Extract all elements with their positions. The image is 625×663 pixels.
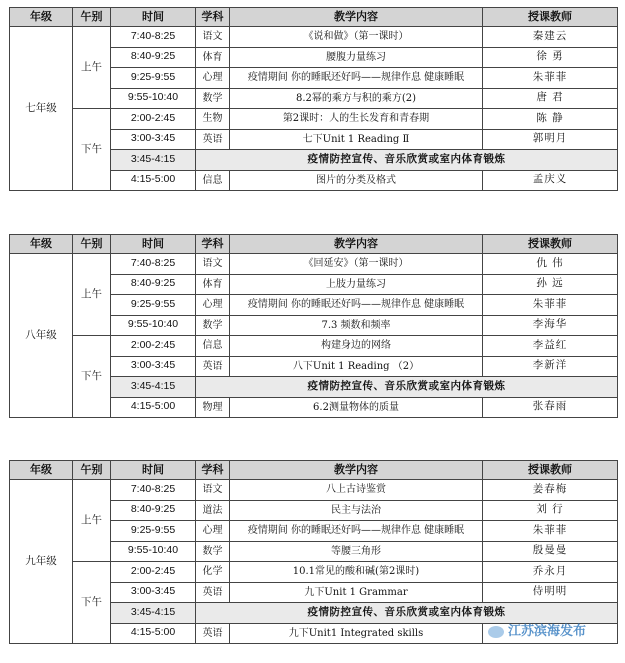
time-header: 时间 [111, 461, 196, 480]
content-header: 教学内容 [230, 235, 483, 254]
time-cell: 9:25-9:55 [111, 68, 196, 89]
content-header: 教学内容 [230, 461, 483, 480]
teacher-cell: 侍明明 [483, 582, 618, 603]
time-cell: 7:40-8:25 [111, 480, 196, 501]
subject-cell: 语文 [196, 480, 230, 501]
content-cell: 民主与法治 [230, 500, 483, 521]
grade-header: 年级 [10, 235, 73, 254]
watermark [488, 620, 586, 639]
time-header: 时间 [111, 235, 196, 254]
header-row [10, 235, 618, 254]
subject-cell: 心理 [196, 521, 230, 542]
table-row [10, 109, 618, 130]
time-cell: 7:40-8:25 [111, 27, 196, 48]
subject-cell: 英语 [196, 356, 230, 377]
table-row [10, 562, 618, 583]
time-cell: 2:00-2:45 [111, 109, 196, 130]
special-activity-cell: 疫情防控宣传、音乐欣赏或室内体育锻炼 [196, 150, 618, 171]
time-cell: 9:55-10:40 [111, 315, 196, 336]
teacher-cell: 李海华 [483, 315, 618, 336]
subject-cell: 化学 [196, 562, 230, 583]
teacher-cell: 朱菲菲 [483, 68, 618, 89]
grade-header: 年级 [10, 8, 73, 27]
content-cell: 疫情期间 你的睡眠还好吗——规律作息 健康睡眠 [230, 295, 483, 316]
subject-cell: 体育 [196, 274, 230, 295]
time-cell: 3:00-3:45 [111, 582, 196, 603]
grade-header: 年级 [10, 461, 73, 480]
content-cell: 八下Unit 1 Reading （2） [230, 356, 483, 377]
watermark-text: 江苏滨海发布 [508, 624, 587, 639]
subject-cell: 心理 [196, 68, 230, 89]
subject-header: 学科 [196, 235, 230, 254]
teacher-cell: 殷曼曼 [483, 541, 618, 562]
special-activity-cell: 疫情防控宣传、音乐欣赏或室内体育锻炼 [196, 377, 618, 398]
special-activity-cell: 疫情防控宣传、音乐欣赏或室内体育锻炼 [196, 603, 618, 624]
content-cell: 6.2测量物体的质量 [230, 397, 483, 418]
time-cell: 3:00-3:45 [111, 356, 196, 377]
teacher-header: 授课教师 [483, 461, 618, 480]
content-cell: 《说和做》（第一课时） [230, 27, 483, 48]
half-cell-am: 上午 [73, 254, 111, 336]
schedule-table-grade8 [9, 234, 618, 418]
teacher-cell: 张春雨 [483, 397, 618, 418]
teacher-cell: 仇 伟 [483, 254, 618, 275]
content-cell: 等腰三角形 [230, 541, 483, 562]
time-cell: 7:40-8:25 [111, 254, 196, 275]
time-cell: 9:25-9:55 [111, 295, 196, 316]
teacher-header: 授课教师 [483, 235, 618, 254]
teacher-cell: 秦建云 [483, 27, 618, 48]
teacher-cell: 孙 远 [483, 274, 618, 295]
teacher-cell: 郭明月 [483, 129, 618, 150]
teacher-cell: 朱菲菲 [483, 295, 618, 316]
half-cell-pm: 下午 [73, 109, 111, 191]
content-cell: 《回延安》（第一课时） [230, 254, 483, 275]
teacher-cell: 李新洋 [483, 356, 618, 377]
wechat-icon [488, 626, 504, 638]
subject-cell: 英语 [196, 623, 230, 644]
content-cell: 九下Unit1 Integrated skills [230, 623, 483, 644]
table-row [10, 480, 618, 501]
subject-cell: 信息 [196, 336, 230, 357]
subject-cell: 英语 [196, 582, 230, 603]
half-cell-pm: 下午 [73, 336, 111, 418]
subject-cell: 语文 [196, 27, 230, 48]
teacher-cell: 姜春梅 [483, 480, 618, 501]
schedule-table-grade9 [9, 460, 618, 644]
teacher-cell: 徐 勇 [483, 47, 618, 68]
time-cell: 9:25-9:55 [111, 521, 196, 542]
half-header: 午别 [73, 8, 111, 27]
time-cell: 2:00-2:45 [111, 336, 196, 357]
content-cell: 上肢力量练习 [230, 274, 483, 295]
content-cell: 图片的分类及格式 [230, 170, 483, 191]
content-cell: 九下Unit 1 Grammar [230, 582, 483, 603]
subject-cell: 数学 [196, 315, 230, 336]
subject-cell: 心理 [196, 295, 230, 316]
time-cell: 3:00-3:45 [111, 129, 196, 150]
table-row [10, 254, 618, 275]
teacher-cell: 刘 行 [483, 500, 618, 521]
half-cell-am: 上午 [73, 27, 111, 109]
content-cell: 8.2幂的乘方与积的乘方(2) [230, 88, 483, 109]
time-cell: 3:45-4:15 [111, 150, 196, 171]
grade-cell: 八年级 [10, 254, 73, 418]
subject-cell: 数学 [196, 88, 230, 109]
content-cell: 第2课时：人的生长发育和青春期 [230, 109, 483, 130]
half-cell-am: 上午 [73, 480, 111, 562]
teacher-cell: 乔永月 [483, 562, 618, 583]
header-row [10, 461, 618, 480]
time-cell: 8:40-9:25 [111, 500, 196, 521]
time-cell: 9:55-10:40 [111, 541, 196, 562]
content-cell: 疫情期间 你的睡眠还好吗——规律作息 健康睡眠 [230, 521, 483, 542]
content-cell: 八上古诗鉴赏 [230, 480, 483, 501]
table-row [10, 27, 618, 48]
subject-cell: 生物 [196, 109, 230, 130]
subject-cell: 道法 [196, 500, 230, 521]
teacher-cell: 唐 君 [483, 88, 618, 109]
time-cell: 3:45-4:15 [111, 377, 196, 398]
time-cell: 8:40-9:25 [111, 274, 196, 295]
schedule-table-grade7 [9, 7, 618, 191]
time-cell: 4:15-5:00 [111, 623, 196, 644]
content-cell: 10.1常见的酸和碱(第2课时) [230, 562, 483, 583]
grade-cell: 九年级 [10, 480, 73, 644]
content-cell: 腰腹力量练习 [230, 47, 483, 68]
time-cell: 2:00-2:45 [111, 562, 196, 583]
content-cell: 疫情期间 你的睡眠还好吗——规律作息 健康睡眠 [230, 68, 483, 89]
header-row [10, 8, 618, 27]
subject-cell: 体育 [196, 47, 230, 68]
content-cell: 7.3 频数和频率 [230, 315, 483, 336]
subject-cell: 语文 [196, 254, 230, 275]
teacher-cell: 陈 静 [483, 109, 618, 130]
teacher-cell: 朱菲菲 [483, 521, 618, 542]
teacher-cell: 孟庆义 [483, 170, 618, 191]
teacher-header: 授课教师 [483, 8, 618, 27]
subject-cell: 物理 [196, 397, 230, 418]
subject-cell: 信息 [196, 170, 230, 191]
teacher-cell: 李益红 [483, 336, 618, 357]
content-cell: 七下Unit 1 Reading Ⅱ [230, 129, 483, 150]
subject-header: 学科 [196, 8, 230, 27]
half-cell-pm: 下午 [73, 562, 111, 644]
time-cell: 4:15-5:00 [111, 397, 196, 418]
time-cell: 9:55-10:40 [111, 88, 196, 109]
grade-cell: 七年级 [10, 27, 73, 191]
content-cell: 构建身边的网络 [230, 336, 483, 357]
time-cell: 4:15-5:00 [111, 170, 196, 191]
content-header: 教学内容 [230, 8, 483, 27]
time-cell: 3:45-4:15 [111, 603, 196, 624]
half-header: 午别 [73, 235, 111, 254]
half-header: 午别 [73, 461, 111, 480]
subject-header: 学科 [196, 461, 230, 480]
table-row [10, 336, 618, 357]
time-header: 时间 [111, 8, 196, 27]
subject-cell: 数学 [196, 541, 230, 562]
time-cell: 8:40-9:25 [111, 47, 196, 68]
subject-cell: 英语 [196, 129, 230, 150]
